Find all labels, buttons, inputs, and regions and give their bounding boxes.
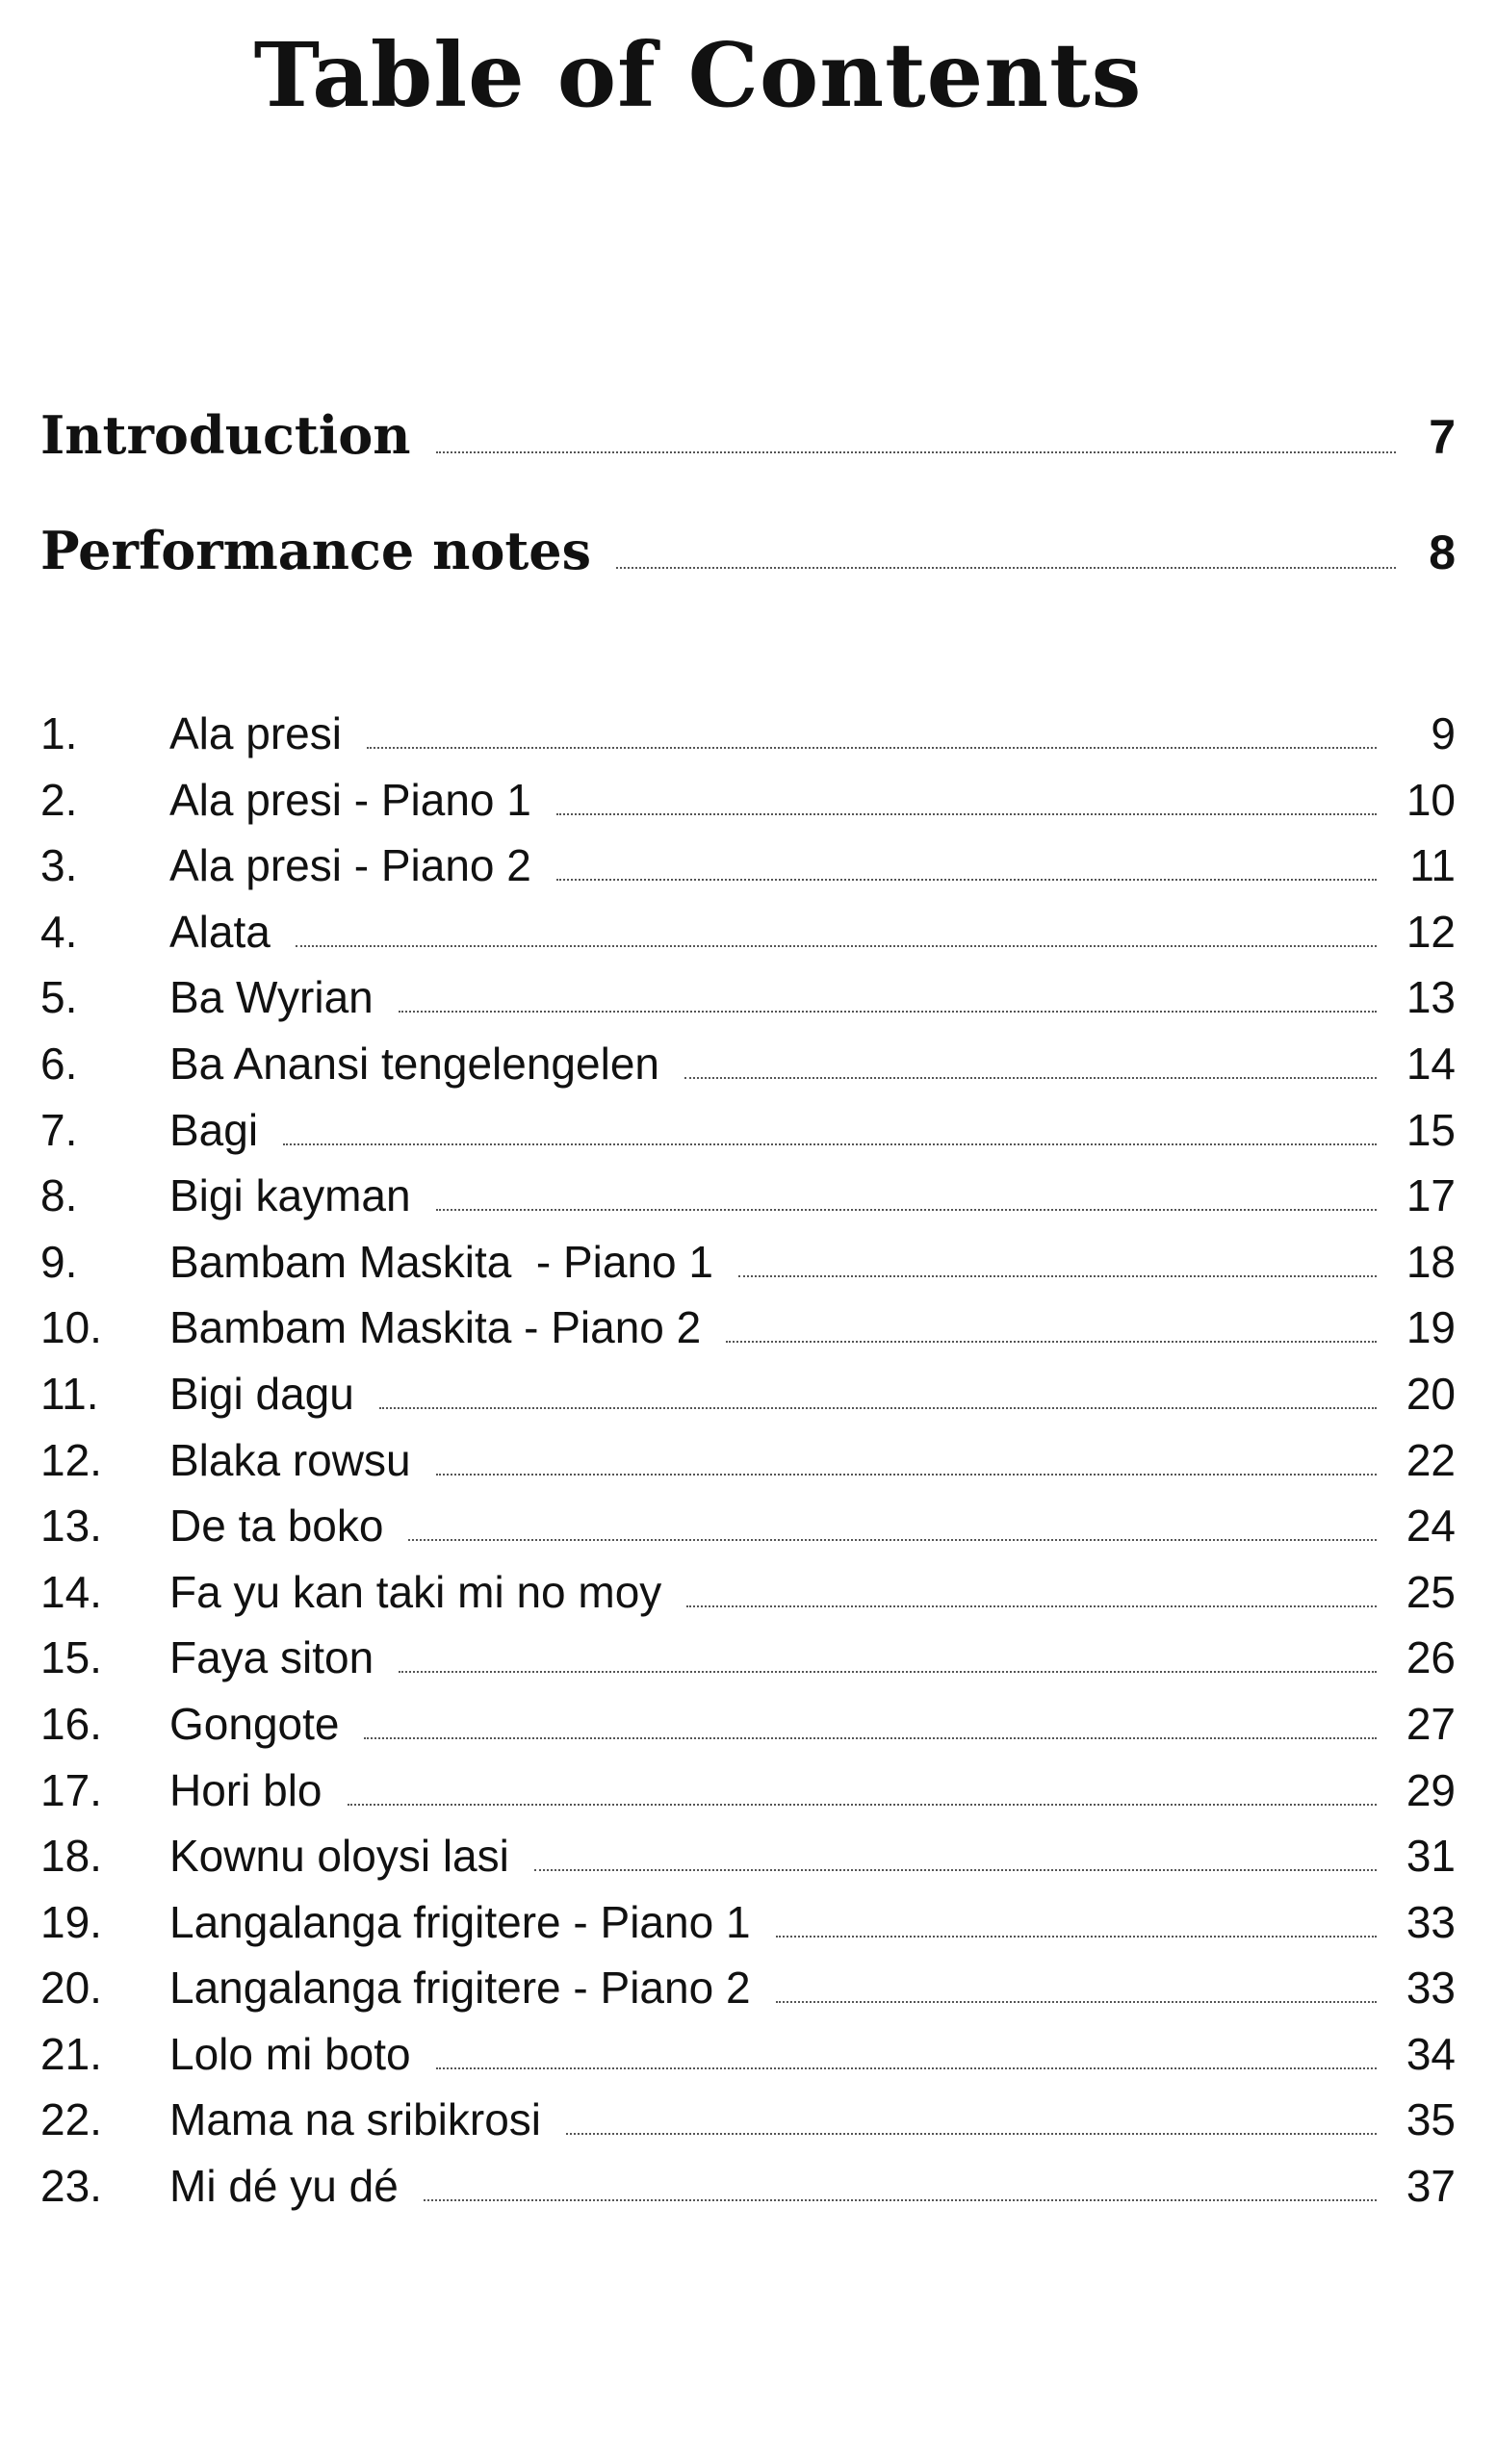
toc-entry-label: Alata bbox=[169, 906, 271, 957]
toc-entry-label: Lolo mi boto bbox=[169, 2028, 411, 2079]
dot-leader bbox=[436, 2067, 1377, 2069]
toc-entry[interactable] bbox=[40, 1493, 1456, 1559]
toc-entry-page: 37 bbox=[1406, 2161, 1456, 2212]
dot-leader bbox=[556, 879, 1377, 881]
toc-entry-label: De ta boko bbox=[169, 1501, 384, 1552]
dot-leader bbox=[296, 945, 1377, 947]
toc-entry[interactable] bbox=[40, 2153, 1456, 2220]
dot-leader bbox=[367, 747, 1377, 749]
toc-entry-page: 35 bbox=[1406, 2094, 1456, 2145]
toc-entry-page: 12 bbox=[1406, 906, 1456, 957]
toc-entry-page: 7 bbox=[1429, 410, 1456, 464]
dot-leader bbox=[399, 1011, 1377, 1013]
toc-entry-label: Hori blo bbox=[169, 1764, 322, 1815]
dot-leader bbox=[534, 1869, 1377, 1871]
toc-entry-label: Langalanga frigitere - Piano 2 bbox=[169, 1963, 751, 2014]
toc-entry[interactable] bbox=[40, 1295, 1456, 1361]
toc-entry[interactable] bbox=[40, 1625, 1456, 1691]
toc-entry-number: 9. bbox=[40, 1236, 78, 1287]
toc-entry[interactable] bbox=[40, 899, 1456, 965]
toc-entry-label: Bigi dagu bbox=[169, 1368, 354, 1419]
dot-leader bbox=[686, 1605, 1377, 1607]
toc-entry[interactable] bbox=[40, 1229, 1456, 1296]
toc-entry[interactable] bbox=[40, 964, 1456, 1031]
dot-leader bbox=[556, 813, 1377, 815]
toc-entry-number: 7. bbox=[40, 1104, 78, 1155]
toc-entry-page: 29 bbox=[1406, 1764, 1456, 1815]
dot-leader bbox=[776, 2001, 1377, 2003]
toc-entry[interactable] bbox=[40, 1427, 1456, 1494]
toc-entry-page: 27 bbox=[1406, 1698, 1456, 1749]
toc-entry-number: 16. bbox=[40, 1698, 102, 1749]
toc-entry[interactable] bbox=[40, 1691, 1456, 1758]
toc-entry-page: 33 bbox=[1406, 1963, 1456, 2014]
toc-entry-label: Introduction bbox=[40, 404, 411, 466]
toc-entry[interactable] bbox=[40, 767, 1456, 834]
dot-leader bbox=[436, 1474, 1377, 1476]
dot-leader bbox=[436, 451, 1396, 453]
dot-leader bbox=[566, 2133, 1377, 2135]
toc-entry-label: Langalanga frigitere - Piano 1 bbox=[169, 1896, 751, 1947]
toc-entry-introduction[interactable] bbox=[40, 404, 1456, 466]
toc-song-list bbox=[40, 701, 1456, 2220]
toc-entry-number: 13. bbox=[40, 1501, 102, 1552]
toc-entry-page: 9 bbox=[1431, 708, 1456, 758]
dot-leader bbox=[283, 1143, 1377, 1145]
dot-leader bbox=[424, 2199, 1377, 2201]
toc-entry-label: Performance notes bbox=[40, 520, 592, 581]
toc-entry[interactable] bbox=[40, 2021, 1456, 2088]
toc-entry[interactable] bbox=[40, 1097, 1456, 1164]
toc-entry[interactable] bbox=[40, 1889, 1456, 1956]
toc-entry[interactable] bbox=[40, 1559, 1456, 1626]
toc-entry-page: 22 bbox=[1406, 1434, 1456, 1485]
toc-entry-page: 13 bbox=[1406, 972, 1456, 1023]
dot-leader bbox=[726, 1341, 1377, 1343]
toc-entry-label: Ala presi bbox=[169, 708, 342, 758]
dot-leader bbox=[616, 567, 1396, 569]
toc-entry[interactable] bbox=[40, 1163, 1456, 1229]
toc-entry-number: 22. bbox=[40, 2094, 102, 2145]
toc-entry-page: 26 bbox=[1406, 1632, 1456, 1683]
toc-entry[interactable] bbox=[40, 833, 1456, 899]
toc-entry[interactable] bbox=[40, 1031, 1456, 1097]
page-title: Table of Contents bbox=[253, 23, 1143, 127]
toc-entry-number: 21. bbox=[40, 2028, 102, 2079]
toc-entry-number: 11. bbox=[40, 1368, 99, 1419]
toc-entry-label: Ba Wyrian bbox=[169, 972, 374, 1023]
toc-entry-page: 19 bbox=[1406, 1302, 1456, 1353]
toc-entry-page: 31 bbox=[1406, 1831, 1456, 1882]
toc-entry[interactable] bbox=[40, 1361, 1456, 1427]
toc-entry[interactable] bbox=[40, 1823, 1456, 1889]
dot-leader bbox=[348, 1804, 1377, 1806]
toc-entry-number: 2. bbox=[40, 774, 78, 825]
toc-entry-page: 17 bbox=[1406, 1170, 1456, 1221]
toc-entry[interactable] bbox=[40, 2087, 1456, 2153]
toc-entry-number: 23. bbox=[40, 2161, 102, 2212]
toc-entry-label: Gongote bbox=[169, 1698, 340, 1749]
toc-entry-number: 20. bbox=[40, 1963, 102, 2014]
toc-entry-label: Bambam Maskita - Piano 2 bbox=[169, 1302, 702, 1353]
toc-entry-number: 12. bbox=[40, 1434, 102, 1485]
dot-leader bbox=[738, 1275, 1377, 1277]
toc-entry-number: 8. bbox=[40, 1170, 78, 1221]
toc-entry[interactable] bbox=[40, 701, 1456, 767]
toc-entry-number: 19. bbox=[40, 1896, 102, 1947]
toc-entry[interactable] bbox=[40, 1955, 1456, 2021]
toc-entry-page: 14 bbox=[1406, 1038, 1456, 1089]
toc-entry-label: Kownu oloysi lasi bbox=[169, 1831, 509, 1882]
toc-entry-page: 20 bbox=[1406, 1368, 1456, 1419]
toc-entry-label: Ala presi - Piano 2 bbox=[169, 840, 531, 891]
dot-leader bbox=[364, 1737, 1377, 1739]
toc-entry-label: Bambam Maskita - Piano 1 bbox=[169, 1236, 714, 1287]
dot-leader bbox=[408, 1539, 1377, 1541]
dot-leader bbox=[436, 1209, 1377, 1211]
dot-leader bbox=[684, 1077, 1377, 1079]
dot-leader bbox=[379, 1407, 1377, 1409]
toc-entry-number: 15. bbox=[40, 1632, 102, 1683]
toc-entry-page: 11 bbox=[1409, 840, 1456, 891]
dot-leader bbox=[776, 1936, 1377, 1938]
toc-entry-number: 10. bbox=[40, 1302, 102, 1353]
toc-entry-label: Bigi kayman bbox=[169, 1170, 411, 1221]
toc-entry-number: 18. bbox=[40, 1831, 102, 1882]
toc-entry-number: 17. bbox=[40, 1764, 102, 1815]
toc-entry-label: Blaka rowsu bbox=[169, 1434, 411, 1485]
toc-entry-performance-notes[interactable] bbox=[40, 520, 1456, 581]
toc-entry-label: Ala presi - Piano 1 bbox=[169, 774, 531, 825]
toc-entry-page: 24 bbox=[1406, 1501, 1456, 1552]
toc-entry-number: 1. bbox=[40, 708, 78, 758]
toc-entry-page: 34 bbox=[1406, 2028, 1456, 2079]
toc-entry-page: 15 bbox=[1406, 1104, 1456, 1155]
toc-entry-page: 8 bbox=[1429, 526, 1456, 579]
toc-entry-page: 18 bbox=[1406, 1236, 1456, 1287]
toc-entry-number: 3. bbox=[40, 840, 78, 891]
dot-leader bbox=[399, 1671, 1377, 1673]
toc-entry-label: Fa yu kan taki mi no moy bbox=[169, 1566, 662, 1617]
toc-entry-number: 4. bbox=[40, 906, 78, 957]
toc-entry-page: 33 bbox=[1406, 1896, 1456, 1947]
toc-entry-label: Mama na sribikrosi bbox=[169, 2094, 541, 2145]
toc-entry-number: 6. bbox=[40, 1038, 78, 1089]
toc-entry-label: Ba Anansi tengelengelen bbox=[169, 1038, 659, 1089]
toc-entry-label: Faya siton bbox=[169, 1632, 374, 1683]
toc-entry-label: Mi dé yu dé bbox=[169, 2161, 399, 2212]
toc-entry[interactable] bbox=[40, 1758, 1456, 1824]
toc-entry-page: 25 bbox=[1406, 1566, 1456, 1617]
toc-entry-number: 14. bbox=[40, 1566, 102, 1617]
toc-entry-label: Bagi bbox=[169, 1104, 259, 1155]
toc-entry-number: 5. bbox=[40, 972, 78, 1023]
toc-entry-page: 10 bbox=[1406, 774, 1456, 825]
